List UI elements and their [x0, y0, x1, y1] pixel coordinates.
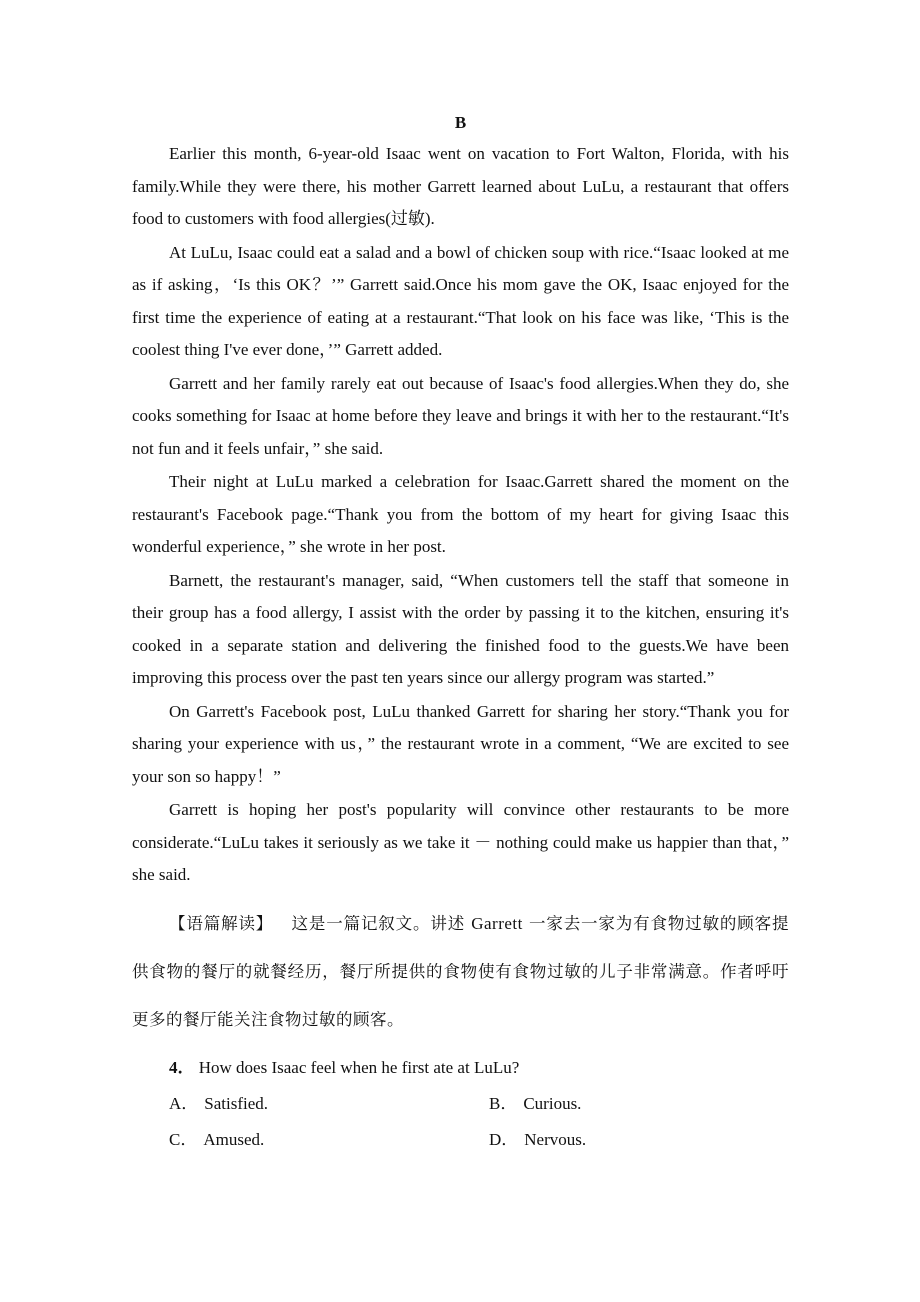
option-c-text: Amused. [203, 1129, 265, 1149]
reading-passage [132, 138, 789, 892]
question-number: 4． [169, 1057, 195, 1077]
analysis-text-part2: 一家去一家为有食物过敏的顾客提供食物的餐厅的就餐经历，餐厅所提供的食物使有食物过敏的儿子非常满意。作者呼吁更多的餐厅能关注食物过敏的顾客。 [132, 913, 790, 1029]
passage-paragraph-2: At LuLu, Isaac could eat a salad and a bowl of chicken soup with rice.“Isaac looked at me as if asking，‘Is this OK？’” Garrett said.Once his mom gave the OK, Isaac enjoyed for the first time the experience of eating at a restaurant.“That look on his face was like, ‘This is the coolest thing I've ever done，’” Garrett added. [132, 242, 789, 359]
passage-paragraph-6: On Garrett's Facebook post, LuLu thanked Garrett for sharing her story.“Thank you for sharing your experience with us，” the restaurant wrote in a comment, “We are excited to see your son so happy！” [132, 701, 789, 786]
passage-analysis [132, 900, 789, 1044]
analysis-text-part1: 这是一篇记叙文。讲述 [291, 913, 466, 933]
option-c[interactable] [132, 1122, 452, 1158]
option-d-text: Nervous. [524, 1129, 587, 1149]
passage-paragraph-3: Garrett and her family rarely eat out because of Isaac's food allergies.When they do, she cooks something for Isaac at home before they leave and brings it with her to the restaurant.“It's not fun and it feels unfair，” she said. [132, 373, 789, 458]
passage-paragraph-1: Earlier this month, 6-year-old Isaac went on vacation to Fort Walton, Florida, with his family.While they were there, his mother Garrett learned about LuLu, a restaurant that offers food to customers with food allergies(过敏). [132, 144, 789, 228]
passage-paragraph-5: Barnett, the restaurant's manager, said, “When customers tell the staff that someone in their group has a food allergy, I assist with the order by passing it to the kitchen, ensuring it's cooked in a separate station and delivering the finished food to the guests.We have been improving this process over the past ten years since our allergy program was started.” [132, 570, 789, 687]
option-a[interactable] [132, 1086, 452, 1122]
question-stem [132, 1050, 789, 1086]
options-row-2 [132, 1122, 789, 1158]
options-row-1 [132, 1086, 789, 1122]
section-title: B [454, 113, 467, 132]
question-4 [132, 1050, 789, 1158]
passage-paragraph-4: Their night at LuLu marked a celebration for Isaac.Garrett shared the moment on the restaurant's Facebook page.“Thank you from the bottom of my heart for giving Isaac this wonderful experience，” she wrote in her post. [132, 472, 789, 556]
analysis-name: Garrett [471, 913, 523, 933]
document-page [132, 108, 789, 1158]
option-b-letter: B． [489, 1093, 518, 1113]
question-text: How does Isaac feel when he first ate at LuLu? [198, 1057, 520, 1077]
option-d[interactable] [452, 1122, 772, 1158]
analysis-label: 【语篇解读】 [169, 913, 274, 933]
option-b[interactable] [452, 1086, 772, 1122]
passage-paragraph-7: Garrett is hoping her post's popularity will convince other restaurants to be more considerate.“LuLu takes it seriously as we take it － nothing could make us happier than that，” she said. [132, 800, 789, 884]
option-c-letter: C． [169, 1129, 198, 1149]
option-b-text: Curious. [523, 1093, 582, 1113]
option-a-text: Satisfied. [204, 1093, 269, 1113]
option-a-letter: A． [169, 1093, 199, 1113]
option-d-letter: D． [489, 1129, 519, 1149]
